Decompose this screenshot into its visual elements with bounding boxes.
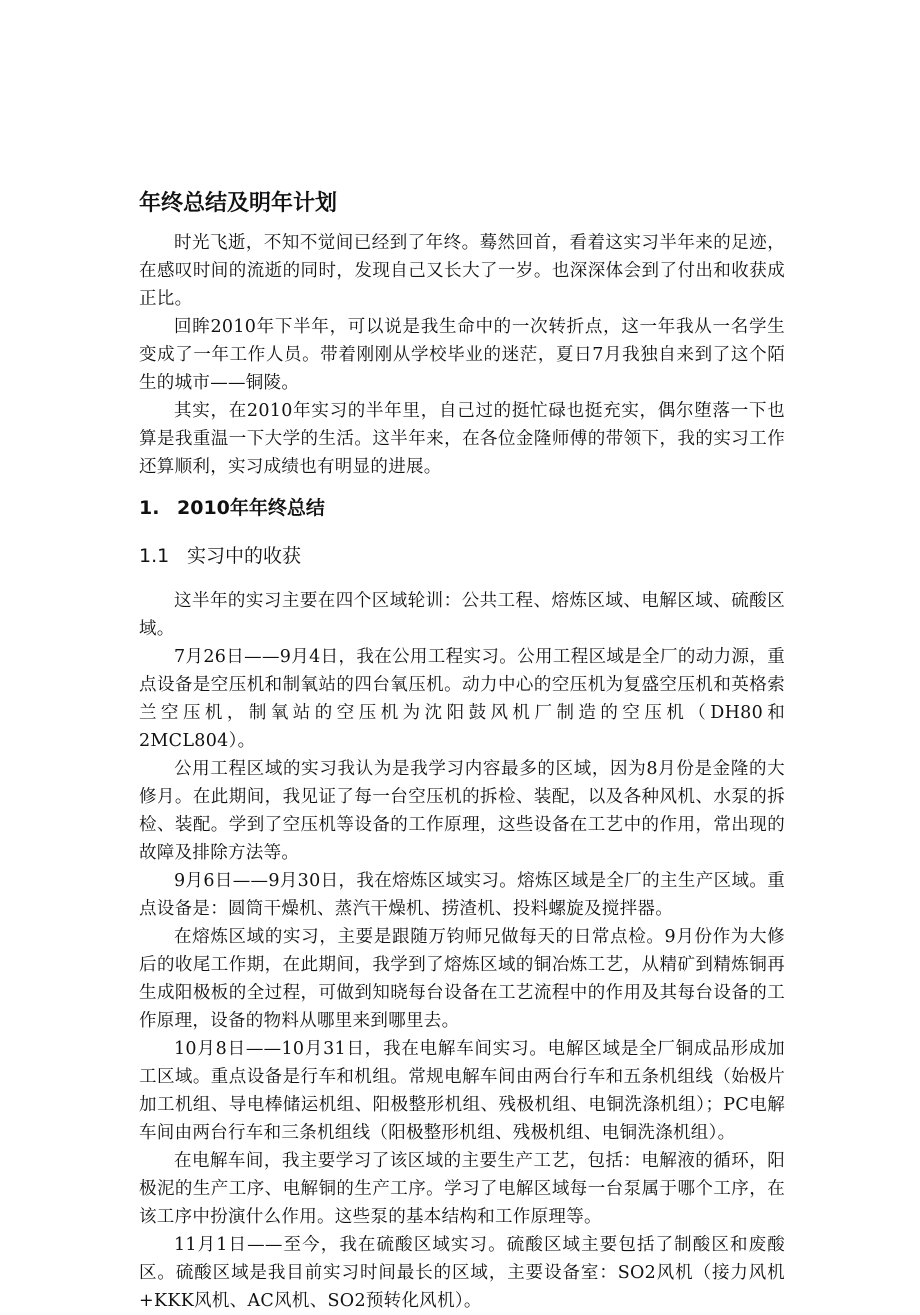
subsection-title: 实习中的收获 (187, 545, 302, 567)
section-number: 1. (139, 497, 160, 519)
section-title: 2010年年终总结 (177, 497, 325, 519)
body-paragraph: 10月8日——10月31日，我在电解车间实习。电解区域是全厂铜成品形成加工区域。重点设备是行车和机组。常规电解车间由两台行车和五条机组线（始极片加工机组、导电棒储运机组、阳极整形机组、残极机组、电铜洗涤机组）；PC电解车间由两台行车和三条机组线（阳极整形机组、残极机组、电铜洗涤机组）。 (139, 1039, 785, 1143)
body-paragraph: 公用工程区域的实习我认为是我学习内容最多的区域，因为8月份是金隆的大修月。在此期间，我见证了每一台空压机的拆检、装配，以及各种风机、水泵的拆检、装配。学到了空压机等设备的工作原理，这些设备在工艺中的作用，常出现的故障及排除方法等。 (139, 759, 785, 863)
body-paragraph: 11月1日——至今，我在硫酸区域实习。硫酸区域主要包括了制酸区和废酸区。硫酸区域是我目前实习时间最长的区域，主要设备室：SO2风机（接力风机+KKK风机、AC风机、SO2预转化风机）。 (139, 1235, 785, 1311)
body-paragraph: 在电解车间，我主要学习了该区域的主要生产工艺，包括：电解液的循环，阳极泥的生产工序、电解铜的生产工序。学习了电解区域每一台泵属于哪个工序，在该工序中扮演什么作用。这些泵的基本结构和工作原理等。 (139, 1151, 785, 1227)
subsection-heading-1-1 (139, 541, 785, 571)
intro-paragraph-3: 其实，在2010年实习的半年里，自己过的挺忙碌也挺充实，偶尔堕落一下也算是我重温一下大学的生活。这半年来，在各位金隆师傅的带领下，我的实习工作还算顺利，实习成绩也有明显的进展。 (139, 401, 785, 477)
intro-paragraph-2: 回眸2010年下半年，可以说是我生命中的一次转折点，这一年我从一名学生变成了一年工作人员。带着刚刚从学校毕业的迷茫，夏日7月我独自来到了这个陌生的城市——铜陵。 (139, 317, 785, 393)
document-title: 年终总结及明年计划 (139, 191, 338, 216)
body-paragraph: 这半年的实习主要在四个区域轮训：公共工程、熔炼区域、电解区域、硫酸区域。 (139, 591, 785, 639)
body-paragraph: 在熔炼区域的实习，主要是跟随万钧师兄做每天的日常点检。9月份作为大修后的收尾工作期，在此期间，我学到了熔炼区域的铜冶炼工艺，从精矿到精炼铜再生成阳极板的全过程，可做到知晓每台设备在工艺流程中的作用及其每台设备的工作原理，设备的物料从哪里来到哪里去。 (139, 927, 785, 1031)
document-page (139, 189, 785, 1315)
body-paragraph: 9月6日——9月30日，我在熔炼区域实习。熔炼区域是全厂的主生产区域。重点设备是：圆筒干燥机、蒸汽干燥机、捞渣机、投料螺旋及搅拌器。 (139, 871, 785, 919)
body-paragraph: 7月26日——9月4日，我在公用工程实习。公用工程区域是全厂的动力源，重点设备是空压机和制氧站的四台氧压机。动力中心的空压机为复盛空压机和英格索兰空压机，制氧站的空压机为沈阳鼓风机厂制造的空压机（DH80和2MCL804）。 (139, 647, 785, 751)
subsection-number: 1.1 (139, 545, 170, 567)
intro-paragraph-1: 时光飞逝，不知不觉间已经到了年终。蓦然回首，看着这实习半年来的足迹，在感叹时间的流逝的同时，发现自己又长大了一岁。也深深体会到了付出和收获成正比。 (139, 233, 785, 309)
section-heading-1 (139, 493, 785, 523)
